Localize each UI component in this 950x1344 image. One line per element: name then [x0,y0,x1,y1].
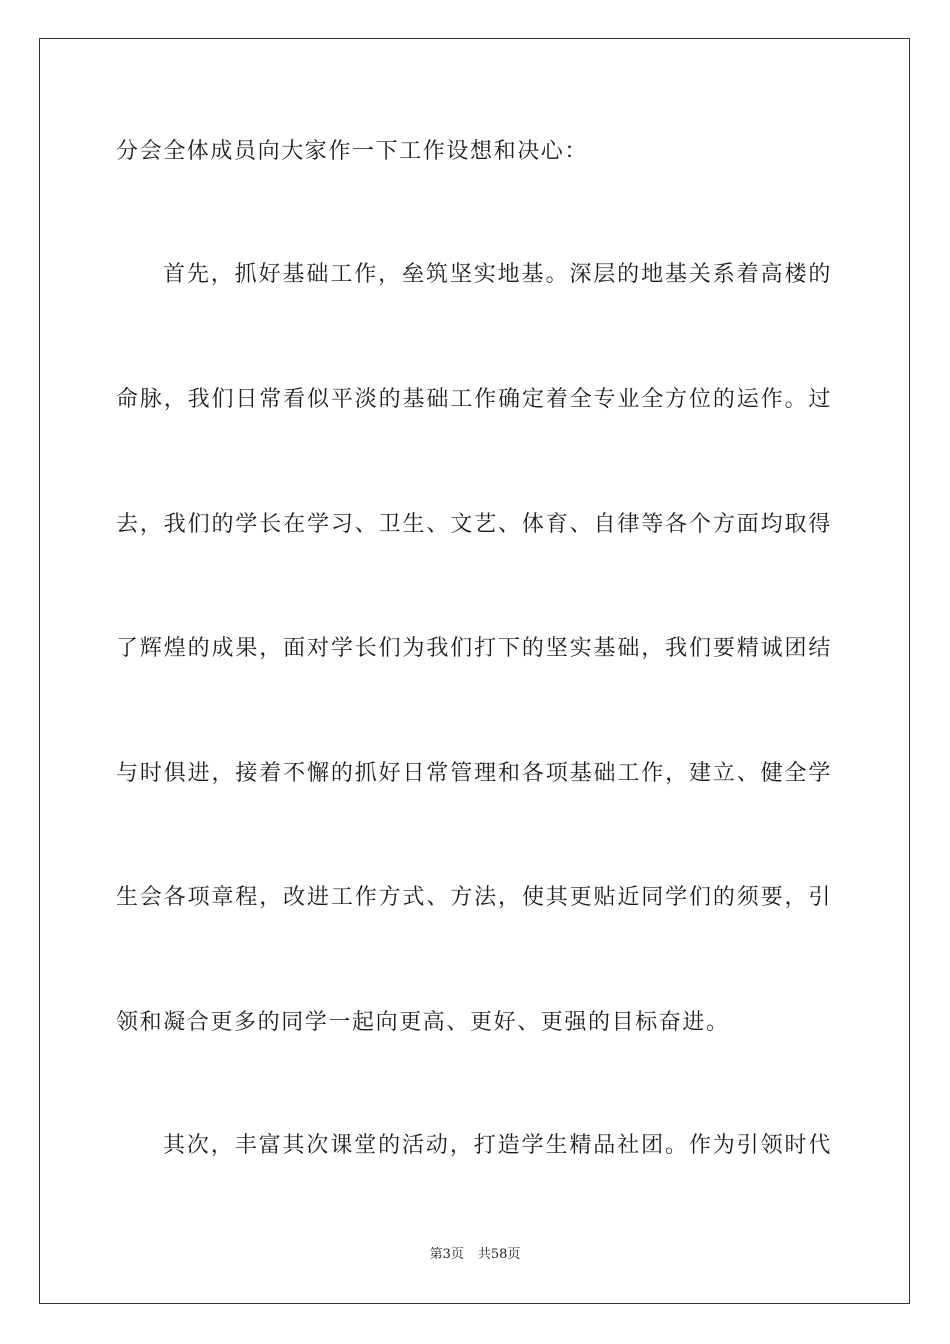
text-line-8: 领和凝合更多的同学一起向更高、更好、更强的目标奋进。 [116,1010,730,1035]
page-footer [0,1246,950,1264]
text-line-1: 分会全体成员向大家作一下工作设想和决心： [116,139,589,164]
text-line-2: 首先，抓好基础工作，垒筑坚实地基。深层的地基关系着高楼的 [163,262,832,287]
text-line-5: 了辉煌的成果，面对学长们为我们打下的坚实基础，我们要精诚团结 [116,636,832,661]
text-line-9: 其次，丰富其次课堂的活动，打造学生精品社团。作为引领时代 [163,1133,832,1158]
page-total: 共58页 [477,1247,521,1262]
page-border [39,38,910,1304]
text-line-3: 命脉，我们日常看似平淡的基础工作确定着全专业全方位的运作。过 [116,387,832,412]
text-line-6: 与时俱进，接着不懈的抓好日常管理和各项基础工作，建立、健全学 [116,761,832,786]
text-line-7: 生会各项章程，改进工作方式、方法，使其更贴近同学们的须要，引 [116,885,832,910]
page-number: 第3页 [429,1247,464,1262]
text-line-4: 去，我们的学长在学习、卫生、文艺、体育、自律等各个方面均取得 [116,512,832,537]
